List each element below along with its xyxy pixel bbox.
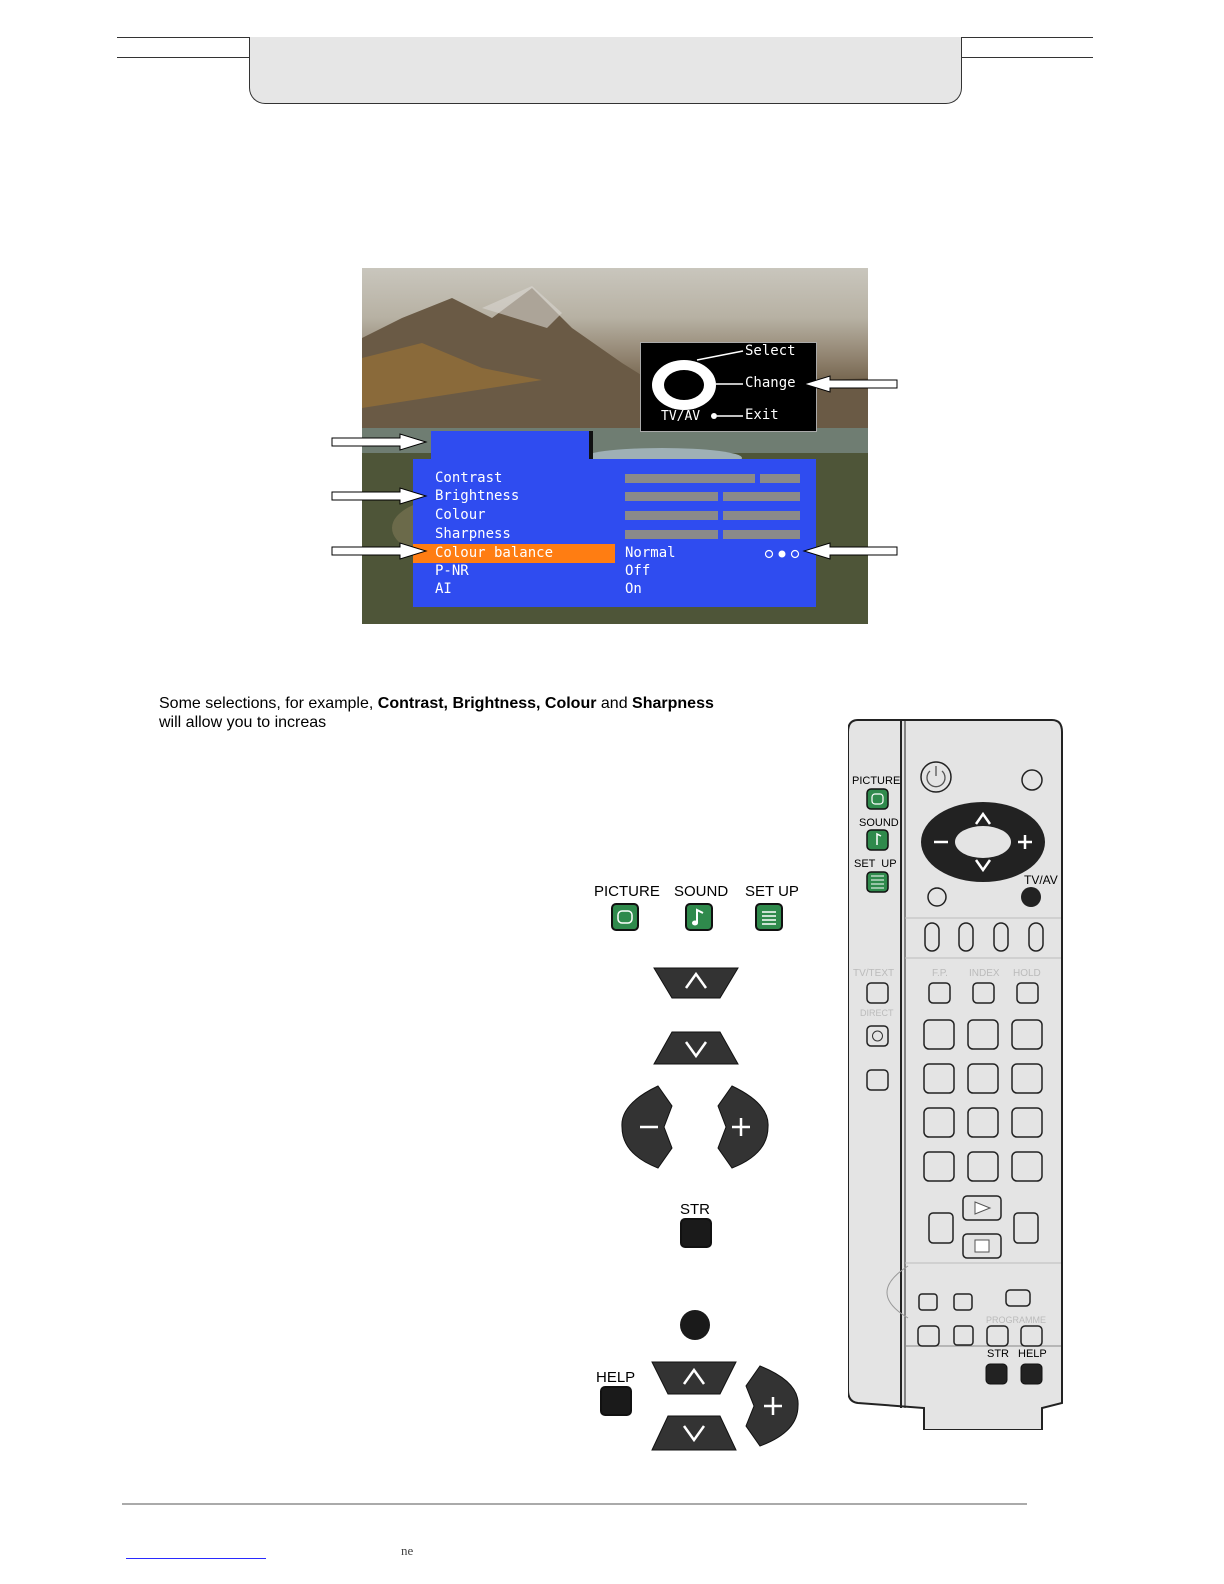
up-button[interactable]	[654, 968, 738, 998]
setup-label: SET UP	[745, 883, 799, 900]
level-bar	[625, 530, 718, 539]
tv-screen	[362, 268, 868, 624]
menu-row-sharpness[interactable]	[413, 525, 816, 544]
help-up-button[interactable]	[652, 1362, 736, 1394]
help-select-label: Select	[745, 343, 796, 359]
remote-hold-label: HOLD	[1013, 968, 1041, 979]
remote-programme-label: PROGRAMME	[986, 1315, 1047, 1325]
picture-button[interactable]	[611, 903, 639, 931]
music-note-icon	[687, 905, 711, 929]
remote-str-label: STR	[987, 1348, 1009, 1360]
menu-row-pnr[interactable]	[413, 562, 816, 581]
remote-fp-label: F.P.	[932, 968, 948, 979]
list-icon	[757, 905, 781, 929]
help-button[interactable]	[600, 1386, 632, 1416]
plus-button[interactable]	[718, 1086, 768, 1168]
setup-button[interactable]	[755, 903, 783, 931]
help-down-button[interactable]	[652, 1416, 736, 1450]
intro-paragraph	[159, 694, 759, 732]
remote-setup-label: SET UP	[854, 858, 897, 870]
callout-arrows-left	[330, 432, 430, 562]
header-rule-right	[960, 37, 1093, 38]
footer-rule	[122, 1503, 1027, 1505]
help-exit-label: Exit	[745, 407, 779, 423]
footer-link-underline[interactable]	[126, 1558, 266, 1559]
menu-row-colour[interactable]	[413, 506, 816, 525]
header-tab	[249, 37, 962, 104]
menu-label: Sharpness	[435, 526, 511, 542]
minus-button[interactable]	[622, 1086, 672, 1168]
sound-label: SOUND	[674, 883, 729, 900]
footer-text: ne	[401, 1543, 414, 1558]
arrow-left-icon	[804, 376, 897, 392]
option-dots-icon	[763, 544, 803, 563]
menu-label: Contrast	[435, 470, 503, 486]
level-bar	[625, 511, 718, 520]
tvav-button[interactable]	[680, 1310, 710, 1340]
callout-arrows-right	[800, 374, 900, 564]
menu-value: On	[625, 581, 642, 597]
mute-icon	[1022, 770, 1042, 790]
help-navigation-buttons	[648, 1358, 802, 1454]
intro-bold: Sharpness	[632, 695, 714, 712]
arrow-left-icon	[804, 543, 897, 559]
remote-index-label: INDEX	[969, 968, 1000, 979]
osd-help-box	[640, 342, 817, 432]
picture-label: PICTURE	[594, 883, 660, 900]
help-tvav-label: TV/AV	[661, 409, 701, 424]
menu-value: Normal	[625, 545, 676, 561]
intro-text: Some selections, for example,	[159, 695, 378, 712]
help-label: HELP	[596, 1369, 636, 1386]
menu-label: P-NR	[435, 563, 469, 579]
minus-plus-buttons	[620, 1084, 770, 1170]
menu-row-colour-balance[interactable]	[413, 544, 816, 563]
sound-button[interactable]	[685, 903, 713, 931]
header-rule-left	[117, 37, 249, 38]
arrow-right-icon	[332, 543, 426, 559]
menu-label: AI	[435, 581, 452, 597]
arrow-right-icon	[332, 488, 426, 504]
menu-label: Colour	[435, 507, 486, 523]
menu-row-ai[interactable]	[413, 580, 816, 599]
header-rule-right-lower	[960, 57, 1093, 58]
intro-bold: Contrast, Brightness, Colour	[377, 695, 597, 712]
str-label: STR	[680, 1201, 710, 1218]
menu-label: Brightness	[435, 488, 520, 504]
help-change-label: Change	[745, 375, 796, 391]
str-button[interactable]	[680, 1218, 712, 1248]
down-button[interactable]	[654, 1032, 738, 1064]
intro-text: and	[596, 695, 633, 712]
level-bar	[625, 474, 755, 483]
help-plus-button[interactable]	[746, 1366, 798, 1446]
remote-sound-label: SOUND	[859, 817, 899, 829]
level-bar	[723, 511, 800, 520]
arrow-right-icon	[332, 434, 426, 450]
menu-row-contrast[interactable]	[413, 469, 816, 488]
intro-text: will allow you to increas	[159, 714, 327, 731]
picture-menu	[413, 459, 816, 607]
up-down-buttons	[650, 962, 742, 1072]
level-bar	[760, 474, 800, 483]
menu-value: Off	[625, 563, 651, 579]
remote-help-label: HELP	[1018, 1348, 1047, 1360]
remote-tvtext-label: TV/TEXT	[853, 968, 895, 979]
level-bar	[625, 492, 718, 501]
header-rule-left-lower	[117, 57, 249, 58]
level-bar	[723, 530, 800, 539]
remote-tvav-label: TV/AV	[1024, 873, 1058, 887]
remote-control	[848, 718, 1063, 1430]
picture-icon	[613, 905, 637, 929]
remote-picture-label: PICTURE	[852, 775, 901, 787]
level-bar	[723, 492, 800, 501]
menu-row-brightness[interactable]	[413, 487, 816, 506]
remote-direct-label: DIRECT	[860, 1008, 894, 1018]
menu-label: Colour balance	[435, 545, 554, 561]
